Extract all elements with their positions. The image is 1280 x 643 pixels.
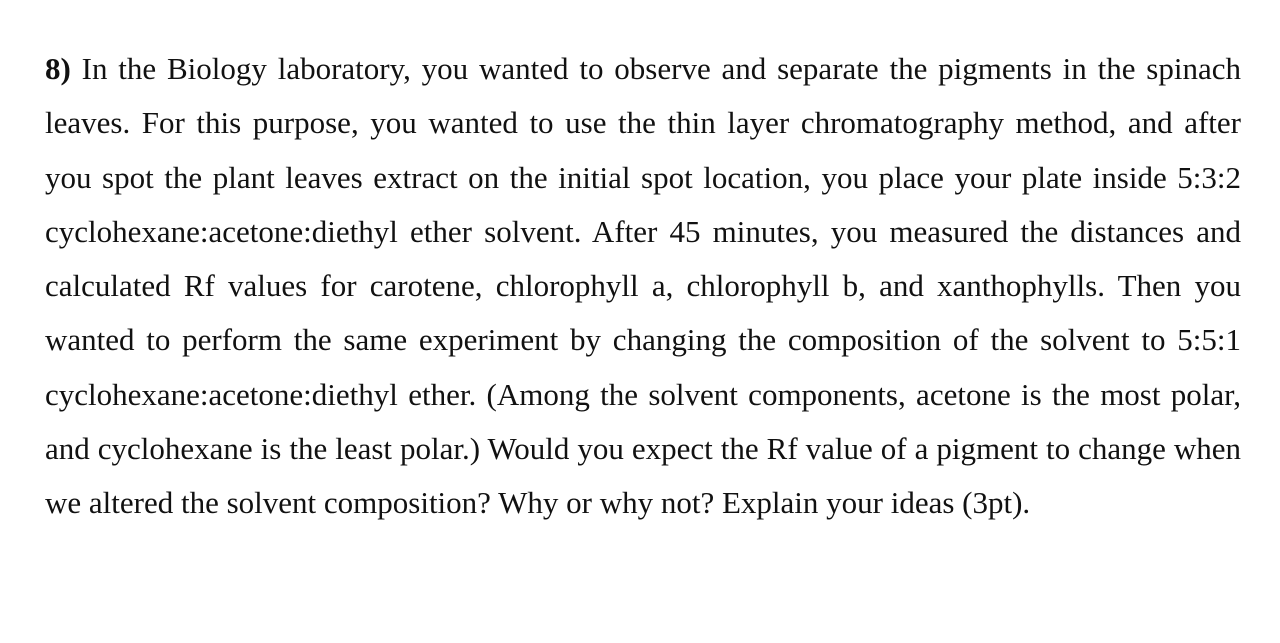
question-number: 8) [45, 51, 71, 86]
question-line-2: leaves. For this purpose, you wanted to use the thin layer chromatography method, and after [45, 105, 1241, 141]
question-line-6: wanted to perform the same experiment by changing the composition of the solvent to 5:5:1 [45, 322, 1241, 358]
question-line-7: cyclohexane:acetone:diethyl ether. (Among the solvent components, acetone is the most polar, [45, 376, 1241, 412]
question-text-line: In the Biology laboratory, you wanted to observe and separate the pigments in the spinach [81, 51, 1241, 86]
question-line-1 [45, 42, 1241, 96]
question-line-4: cyclohexane:acetone:diethyl ether solvent. After 45 minutes, you measured the distances and [45, 213, 1241, 249]
question-line-3: you spot the plant leaves extract on the initial spot location, you place your plate inside 5:3:2 [45, 159, 1241, 195]
question-line-5: calculated Rf values for carotene, chlorophyll a, chlorophyll b, and xanthophylls. Then you [45, 268, 1241, 304]
question-8 [45, 42, 1241, 531]
question-line-8: and cyclohexane is the least polar.) Would you expect the Rf value of a pigment to change when [45, 431, 1241, 467]
question-line-9: we altered the solvent composition? Why or why not? Explain your ideas (3pt). [45, 485, 1031, 521]
